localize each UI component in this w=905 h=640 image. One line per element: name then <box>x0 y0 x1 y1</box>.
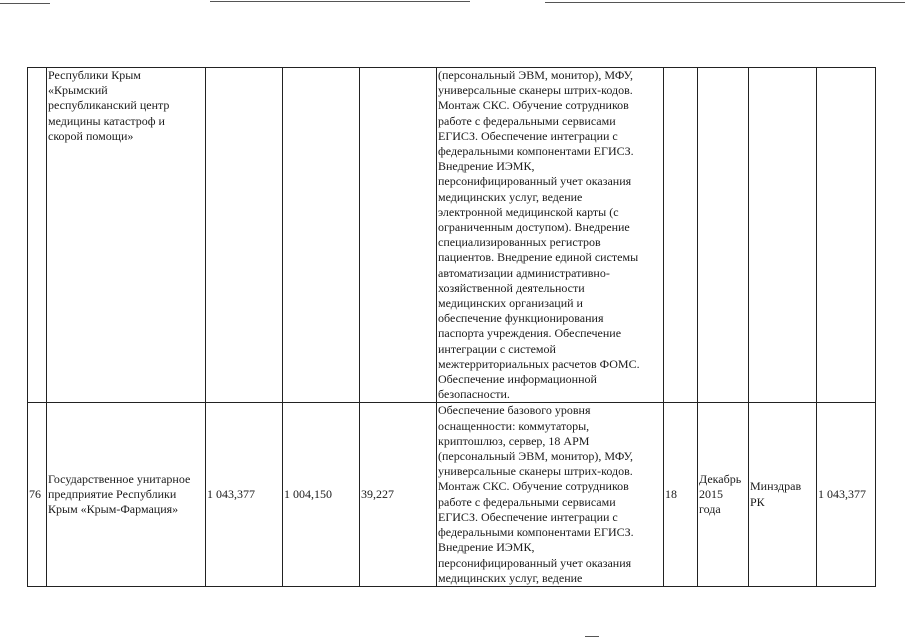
amount-cell <box>817 68 876 403</box>
executor-cell <box>749 68 817 403</box>
description-line: универсальные сканеры штрих-кодов. <box>438 464 633 479</box>
description-line: персонифицированный учет оказания <box>438 174 632 189</box>
description-line: ограниченным доступом). Внедрение <box>438 220 630 235</box>
description-cell <box>437 403 664 586</box>
description-line: ЕГИСЗ. Обеспечение интеграции с <box>438 128 618 143</box>
organization-line: скорой помощи» <box>48 128 134 143</box>
quantity-cell <box>664 68 698 403</box>
description-line: медицинских услуг, ведение <box>438 189 583 204</box>
description-line: безопасности. <box>438 387 510 402</box>
total-cost-cell: 1 043,377 <box>206 403 283 586</box>
table-row <box>28 403 876 586</box>
description-line: медицинских услуг, ведение <box>438 570 583 585</box>
organization-cell <box>47 68 206 403</box>
description-line: Внедрение ИЭМК, <box>438 159 535 174</box>
organization-line: «Крымский <box>48 83 108 98</box>
scan-line-left <box>0 3 50 4</box>
description-line: оснащенности: коммутаторы, <box>438 418 590 433</box>
description-line: ЕГИСЗ. Обеспечение интеграции с <box>438 509 618 524</box>
description-line: Монтаж СКС. Обучение сотрудников <box>438 479 629 494</box>
description-line: Монтаж СКС. Обучение сотрудников <box>438 98 629 113</box>
quantity-cell: 18 <box>664 403 698 586</box>
scan-line-center <box>210 1 470 2</box>
regional-funds-cell <box>360 68 437 403</box>
description-line: криптошлюз, сервер, 18 АРМ <box>438 433 590 448</box>
description-line: персонифицированный учет оказания <box>438 555 632 570</box>
amount-cell: 1 043,377 <box>817 403 876 586</box>
scan-line-bottom <box>585 636 599 637</box>
deadline-cell <box>698 68 749 403</box>
description-line: Внедрение ИЭМК, <box>438 540 535 555</box>
description-line: пациентов. Внедрение единой системы <box>438 250 639 265</box>
description-line: федеральными компонентами ЕГИСЗ. <box>438 525 634 540</box>
description-line: обеспечение функционирования <box>438 311 604 326</box>
description-line: федеральными компонентами ЕГИСЗ. <box>438 144 634 159</box>
organization-line: медицины катастроф и <box>48 113 165 128</box>
description-line: медицинских организаций и <box>438 296 583 311</box>
deadline-cell: Декабрь 2015 года <box>698 403 749 586</box>
federal-funds-cell <box>283 68 360 403</box>
scan-line-right <box>545 2 905 3</box>
description-line: специализированных регистров <box>438 235 601 250</box>
description-line: работе с федеральными сервисами <box>438 494 616 509</box>
table-row <box>28 68 876 403</box>
description-line: Обеспечение информационной <box>438 372 597 387</box>
organization-line: республиканский центр <box>48 98 170 113</box>
description-line: хозяйственной деятельности <box>438 280 585 295</box>
row-number <box>28 68 47 403</box>
description-line: (персональный ЭВМ, монитор), МФУ, <box>438 449 634 464</box>
description-line: паспорта учреждения. Обеспечение <box>438 326 622 341</box>
description-line: интеграции с системой <box>438 341 556 356</box>
document-table <box>27 67 876 587</box>
description-cell <box>437 68 664 403</box>
description-line: Обеспечение базового уровня <box>438 403 591 418</box>
executor-cell: Минздрав РК <box>749 403 817 586</box>
federal-funds-cell: 1 004,150 <box>283 403 360 586</box>
organization-line: Республики Крым <box>48 68 141 82</box>
regional-funds-cell: 39,227 <box>360 403 437 586</box>
row-number: 76 <box>28 403 47 586</box>
description-line: автоматизации административно- <box>438 265 610 280</box>
description-line: работе с федеральными сервисами <box>438 113 616 128</box>
description-line: межтерриториальных расчетов ФОМС. <box>438 356 640 371</box>
description-line: (персональный ЭВМ, монитор), МФУ, <box>438 68 634 82</box>
organization-cell: Государственное унитарное предприятие Республики Крым «Крым-Фармация» <box>47 403 206 586</box>
description-line: универсальные сканеры штрих-кодов. <box>438 83 633 98</box>
description-line: электронной медицинской карты (с <box>438 204 619 219</box>
total-cost-cell <box>206 68 283 403</box>
